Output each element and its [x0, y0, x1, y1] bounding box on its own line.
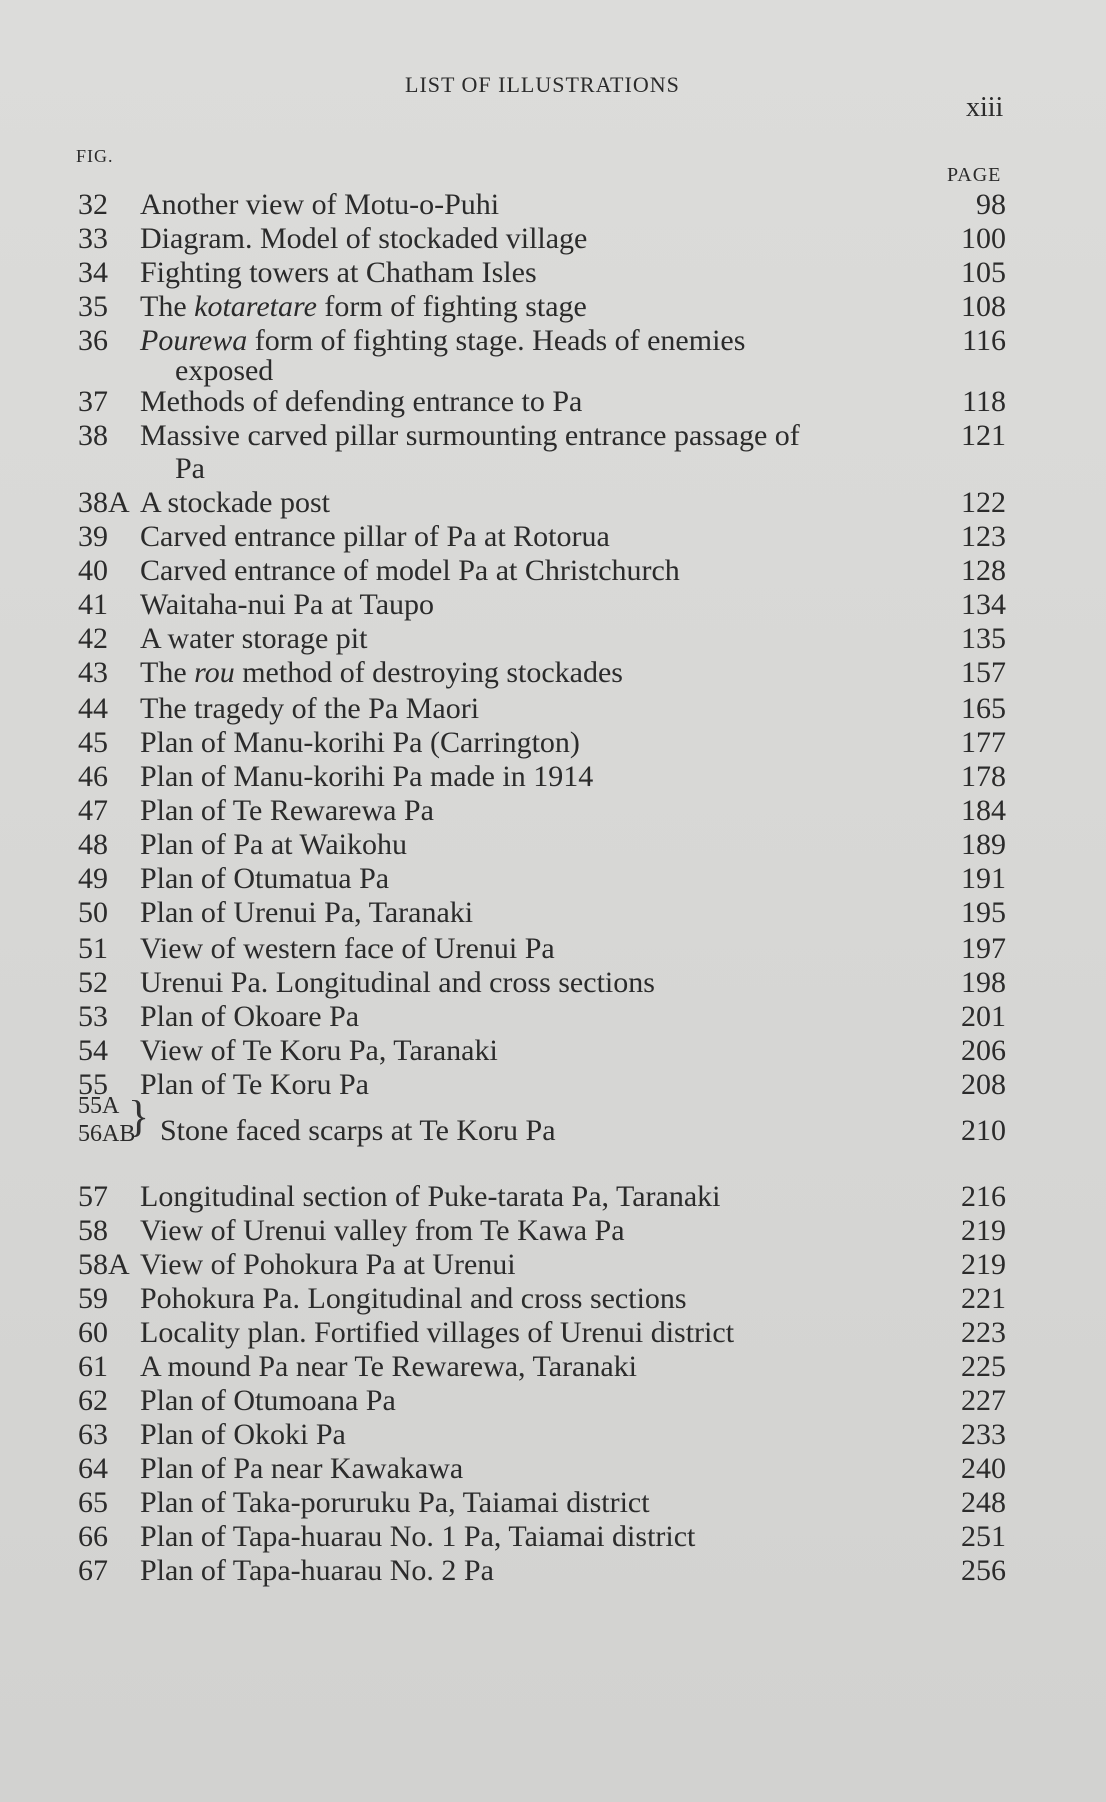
page-ref: 206 — [961, 1034, 1006, 1067]
figure-number: 58A — [78, 1248, 130, 1281]
figure-number: 50 — [78, 896, 108, 929]
list-item — [0, 826, 1106, 864]
figure-number: 65 — [78, 1486, 108, 1519]
page-ref: 227 — [961, 1384, 1006, 1417]
figure-number: 67 — [78, 1554, 108, 1587]
figure-title: The kotaretare form of fighting stage — [140, 290, 587, 323]
figure-number: 41 — [78, 588, 108, 621]
page-ref: 105 — [961, 256, 1006, 289]
figure-number: 55 — [78, 1068, 108, 1101]
figure-title: Diagram. Model of stockaded village — [140, 222, 588, 255]
list-item — [0, 1416, 1106, 1454]
list-item — [0, 690, 1106, 728]
figure-number: 40 — [78, 554, 108, 587]
figure-number: 45 — [78, 726, 108, 759]
page-ref: 165 — [961, 692, 1006, 725]
figure-title: Plan of Urenui Pa, Taranaki — [140, 896, 474, 929]
figure-title: The rou method of destroying stockades — [140, 656, 623, 689]
page-ref: 184 — [961, 794, 1006, 827]
figure-title: View of Te Koru Pa, Taranaki — [140, 1034, 498, 1067]
figure-number: 57 — [78, 1180, 108, 1213]
list-item — [0, 1450, 1106, 1488]
figure-title: Plan of Pa at Waikohu — [140, 828, 407, 861]
figure-number: 43 — [78, 656, 108, 689]
page-ref: 191 — [961, 862, 1006, 895]
page-ref: 177 — [961, 726, 1006, 759]
list-item — [0, 1314, 1106, 1352]
list-item — [0, 724, 1106, 762]
figure-title-continuation: exposed — [175, 354, 274, 387]
list-item — [0, 792, 1106, 830]
figure-title: Locality plan. Fortified villages of Urenui district — [140, 1316, 735, 1349]
page-ref: 240 — [961, 1452, 1006, 1485]
figure-title: Carved entrance pillar of Pa at Rotorua — [140, 520, 610, 553]
figure-title: Another view of Motu-o-Puhi — [140, 188, 500, 221]
list-item — [0, 552, 1106, 590]
page-ref: 100 — [961, 222, 1006, 255]
figure-number: 44 — [78, 692, 108, 725]
page-ref: 210 — [961, 1114, 1006, 1147]
figure-title: Pourewa form of fighting stage. Heads of enemies — [140, 324, 746, 357]
page-ref: 251 — [961, 1520, 1006, 1553]
figure-number: 58 — [78, 1214, 108, 1247]
figure-title: Stone faced scarps at Te Koru Pa — [160, 1114, 556, 1147]
figure-number: 48 — [78, 828, 108, 861]
page-ref: 221 — [961, 1282, 1006, 1315]
list-item — [0, 930, 1106, 968]
figure-title: Longitudinal section of Puke-tarata Pa, Taranaki — [140, 1180, 721, 1213]
figure-number: 53 — [78, 1000, 108, 1033]
page-ref: 197 — [961, 932, 1006, 965]
page-ref: 233 — [961, 1418, 1006, 1451]
figure-number: 38 — [78, 419, 108, 452]
page-ref: 256 — [961, 1554, 1006, 1587]
brace-icon: } — [128, 1092, 150, 1141]
figure-number: 47 — [78, 794, 108, 827]
figure-number: 63 — [78, 1418, 108, 1451]
figure-title: Plan of Okoare Pa — [140, 1000, 360, 1033]
list-item — [0, 894, 1106, 932]
list-item — [0, 1178, 1106, 1216]
figure-title: Plan of Tapa-huarau No. 2 Pa — [140, 1554, 494, 1587]
list-item — [0, 998, 1106, 1036]
page-ref: 157 — [961, 656, 1006, 689]
list-item — [0, 1280, 1106, 1318]
page-ref: 116 — [962, 324, 1006, 357]
page-ref: 189 — [961, 828, 1006, 861]
list-item — [0, 1348, 1106, 1386]
figure-title: Waitaha-nui Pa at Taupo — [140, 588, 435, 621]
page-ref: 201 — [961, 1000, 1006, 1033]
list-item — [0, 964, 1106, 1002]
figure-number: 52 — [78, 966, 108, 999]
list-item — [0, 484, 1106, 522]
figure-title: Plan of Te Rewarewa Pa — [140, 794, 434, 827]
list-item — [0, 1484, 1106, 1522]
figure-number: 51 — [78, 932, 108, 965]
page-ref: 216 — [961, 1180, 1006, 1213]
page-ref: 219 — [961, 1248, 1006, 1281]
figure-title: A stockade post — [140, 486, 330, 519]
figure-number: 46 — [78, 760, 108, 793]
list-item — [0, 383, 1106, 421]
page-ref: 208 — [961, 1068, 1006, 1101]
figure-title: The tragedy of the Pa Maori — [140, 692, 480, 725]
figure-title: Carved entrance of model Pa at Christchurch — [140, 554, 680, 587]
figure-title: Methods of defending entrance to Pa — [140, 385, 583, 418]
page-ref: 248 — [961, 1486, 1006, 1519]
page-ref: 178 — [961, 760, 1006, 793]
page-ref: 128 — [961, 554, 1006, 587]
list-item — [0, 220, 1106, 258]
figure-title: Fighting towers at Chatham Isles — [140, 256, 537, 289]
figure-title: Plan of Okoki Pa — [140, 1418, 346, 1451]
figure-number: 37 — [78, 385, 108, 418]
figure-number: 34 — [78, 256, 108, 289]
figure-title: Plan of Tapa-huarau No. 1 Pa, Taiamai district — [140, 1520, 696, 1553]
figure-number: 54 — [78, 1034, 108, 1067]
list-item — [0, 1066, 1106, 1104]
figure-title: Plan of Manu-korihi Pa made in 1914 — [140, 760, 594, 793]
figure-title: View of Pohokura Pa at Urenui — [140, 1248, 516, 1281]
figure-number: 42 — [78, 622, 108, 655]
figure-number: 62 — [78, 1384, 108, 1417]
page-ref: 219 — [961, 1214, 1006, 1247]
list-item — [0, 758, 1106, 796]
figure-title: Plan of Taka-poruruku Pa, Taiamai district — [140, 1486, 650, 1519]
figure-title: A mound Pa near Te Rewarewa, Taranaki — [140, 1350, 638, 1383]
page-ref: 225 — [961, 1350, 1006, 1383]
list-item — [0, 620, 1106, 658]
page-ref: 134 — [961, 588, 1006, 621]
figure-number: 39 — [78, 520, 108, 553]
figure-number: 36 — [78, 324, 108, 357]
list-item — [0, 1092, 1106, 1150]
figure-title: View of western face of Urenui Pa — [140, 932, 555, 965]
figure-number: 35 — [78, 290, 108, 323]
figure-title: View of Urenui valley from Te Kawa Pa — [140, 1214, 625, 1247]
fig-column-header: FIG. — [76, 146, 114, 166]
list-item — [0, 1518, 1106, 1556]
page-ref: 135 — [961, 622, 1006, 655]
page-ref: 118 — [962, 385, 1006, 418]
list-item — [0, 1212, 1106, 1250]
list-item — [0, 860, 1106, 898]
list-item — [0, 322, 1106, 360]
page-ref: 122 — [961, 486, 1006, 519]
list-item — [0, 586, 1106, 624]
list-item — [0, 518, 1106, 556]
figure-number: 49 — [78, 862, 108, 895]
list-item — [0, 417, 1106, 455]
list-item — [0, 654, 1106, 692]
page-number: xiii — [966, 92, 1004, 123]
list-item — [0, 186, 1106, 224]
figure-number: 64 — [78, 1452, 108, 1485]
page-ref: 121 — [961, 419, 1006, 452]
page-ref: 198 — [961, 966, 1006, 999]
page-ref: 123 — [961, 520, 1006, 553]
page-ref: 98 — [976, 188, 1006, 221]
figure-title: Plan of Te Koru Pa — [140, 1068, 369, 1101]
list-item — [0, 254, 1106, 292]
list-item — [0, 1246, 1106, 1284]
figure-title: Plan of Otumatua Pa — [140, 862, 390, 895]
figure-number: 66 — [78, 1520, 108, 1553]
list-item — [0, 1552, 1106, 1590]
page-column-header: PAGE — [947, 164, 1002, 186]
page-ref: 108 — [961, 290, 1006, 323]
figure-title: Plan of Otumoana Pa — [140, 1384, 396, 1417]
figure-number: 38A — [78, 486, 130, 519]
page-ref: 195 — [961, 896, 1006, 929]
figure-number: 59 — [78, 1282, 108, 1315]
figure-number: 32 — [78, 188, 108, 221]
figure-title: Urenui Pa. Longitudinal and cross sections — [140, 966, 655, 999]
figure-title: Plan of Pa near Kawakawa — [140, 1452, 464, 1485]
page-ref: 223 — [961, 1316, 1006, 1349]
figure-number: 33 — [78, 222, 108, 255]
figure-title: Massive carved pillar surmounting entrance passage of — [140, 419, 800, 452]
figure-number: 60 — [78, 1316, 108, 1349]
figure-title-continuation: Pa — [175, 452, 205, 485]
list-item — [0, 288, 1106, 326]
figure-title: A water storage pit — [140, 622, 368, 655]
list-item — [0, 1382, 1106, 1420]
figure-title: Pohokura Pa. Longitudinal and cross sections — [140, 1282, 687, 1315]
figure-title: Plan of Manu-korihi Pa (Carrington) — [140, 726, 580, 759]
running-header: LIST OF ILLUSTRATIONS — [405, 72, 680, 97]
figure-number: 61 — [78, 1350, 108, 1383]
list-item — [0, 1032, 1106, 1070]
figure-number: 55A 56AB — [78, 1093, 136, 1147]
